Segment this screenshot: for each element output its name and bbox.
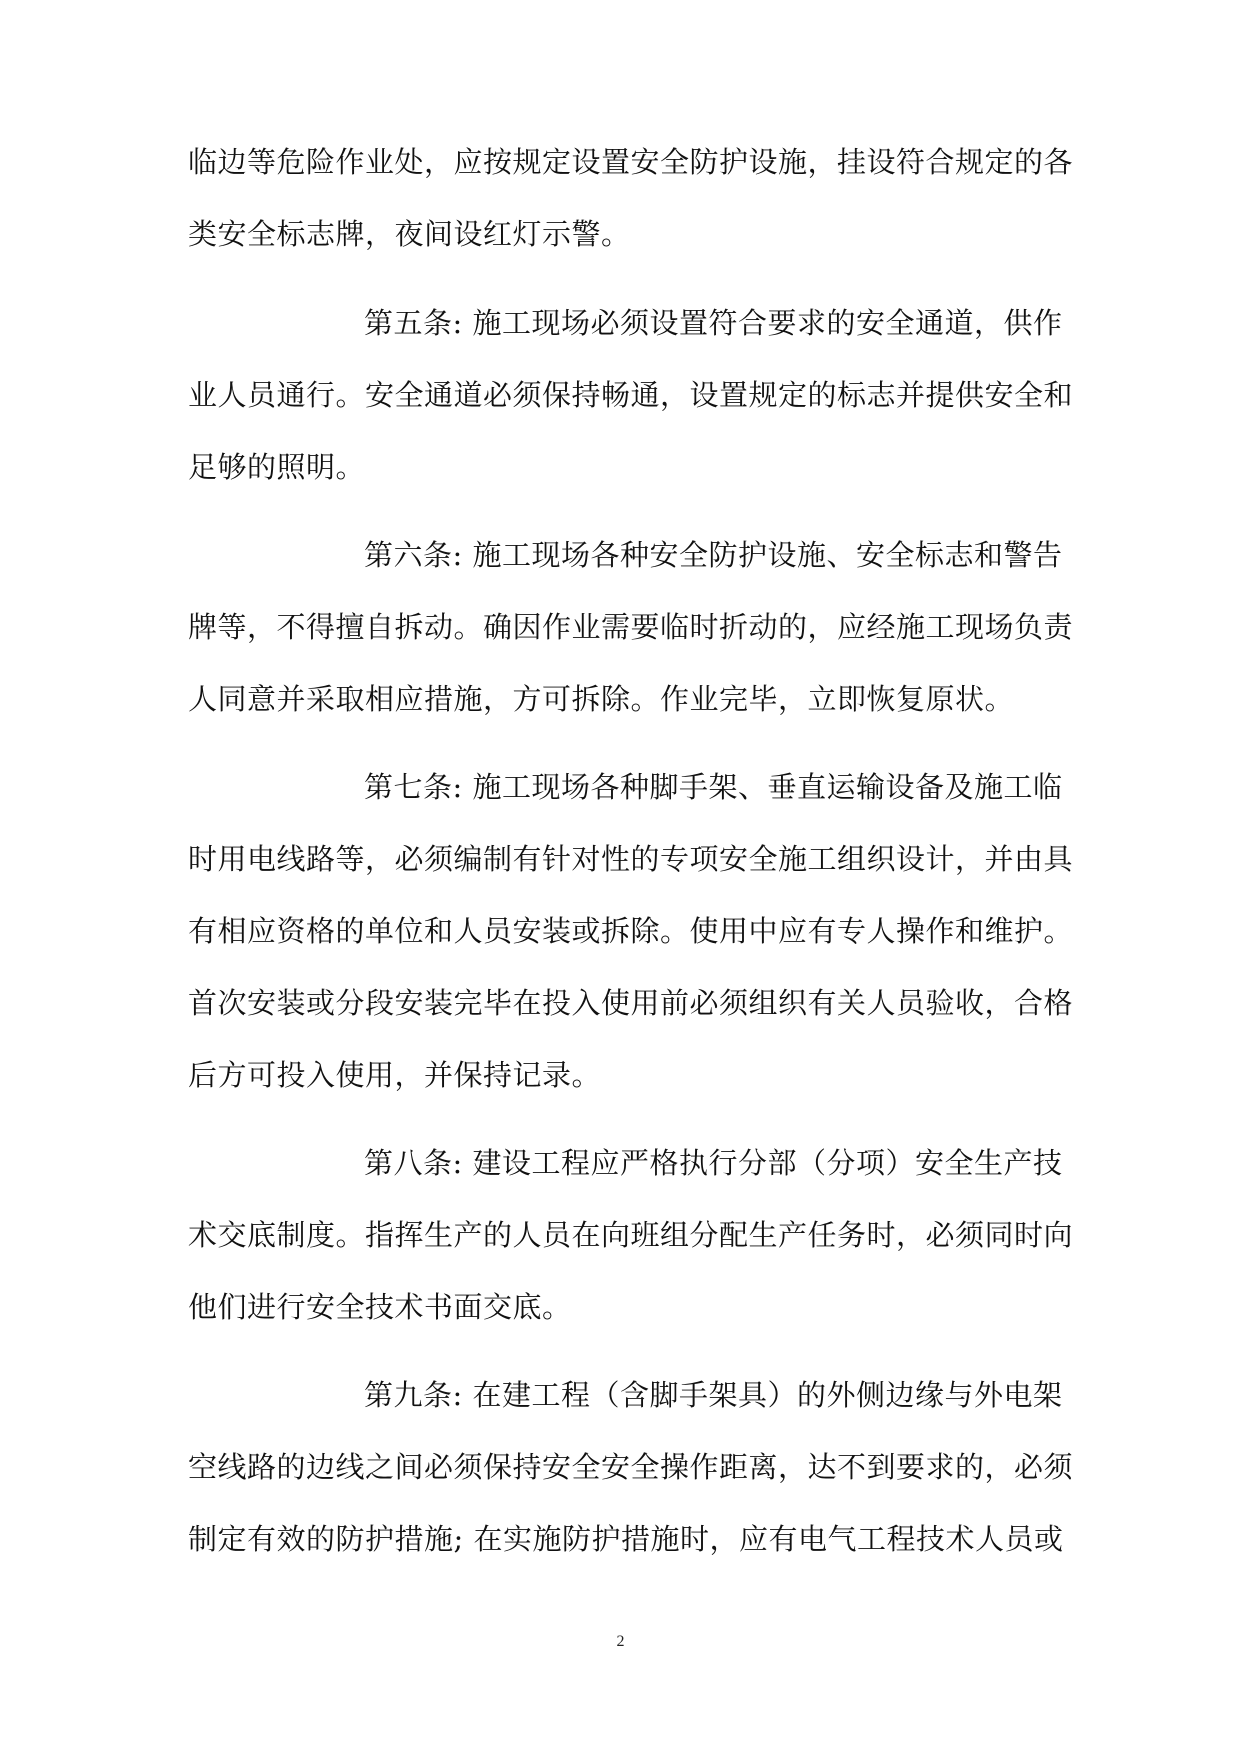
body-text-line: 人同意并采取相应措施，方可拆除。作业完毕，立即恢复原状。 — [188, 682, 1015, 716]
body-text-line: 足够的照明。 — [188, 450, 366, 484]
article-6-heading-line: 第六条: 施工现场各种安全防护设施、安全标志和警告 — [364, 538, 1063, 572]
body-text-line: 首次安装或分段安装完毕在投入使用前必须组织有关人员验收，合格 — [188, 986, 1074, 1020]
page-number: 2 — [616, 1633, 625, 1650]
article-9-heading-line: 第九条: 在建工程（含脚手架具）的外侧边缘与外电架 — [364, 1378, 1063, 1412]
body-text-line: 后方可投入使用，并保持记录。 — [188, 1058, 602, 1092]
body-text-line: 牌等，不得擅自拆动。确因作业需要临时折动的，应经施工现场负责 — [188, 610, 1074, 644]
article-7-heading-line: 第七条: 施工现场各种脚手架、垂直运输设备及施工临 — [364, 770, 1063, 804]
body-text-line: 临边等危险作业处，应按规定设置安全防护设施，挂设符合规定的各 — [188, 145, 1074, 179]
body-text-line: 业人员通行。安全通道必须保持畅通，设置规定的标志并提供安全和 — [188, 378, 1074, 412]
body-text-line: 有相应资格的单位和人员安装或拆除。使用中应有专人操作和维护。 — [188, 914, 1074, 948]
body-text-line: 术交底制度。指挥生产的人员在向班组分配生产任务时，必须同时向 — [188, 1218, 1074, 1252]
body-text-line: 制定有效的防护措施; 在实施防护措施时，应有电气工程技术人员或 — [188, 1522, 1064, 1556]
article-8-heading-line: 第八条: 建设工程应严格执行分部（分项）安全生产技 — [364, 1146, 1063, 1180]
body-text-line: 类安全标志牌，夜间设红灯示警。 — [188, 217, 631, 251]
body-text-line: 空线路的边线之间必须保持安全安全操作距离，达不到要求的，必须 — [188, 1450, 1074, 1484]
article-5-heading-line: 第五条: 施工现场必须设置符合要求的安全通道，供作 — [364, 306, 1063, 340]
body-text-line: 时用电线路等，必须编制有针对性的专项安全施工组织设计，并由具 — [188, 842, 1074, 876]
body-text-line: 他们进行安全技术书面交底。 — [188, 1290, 572, 1324]
